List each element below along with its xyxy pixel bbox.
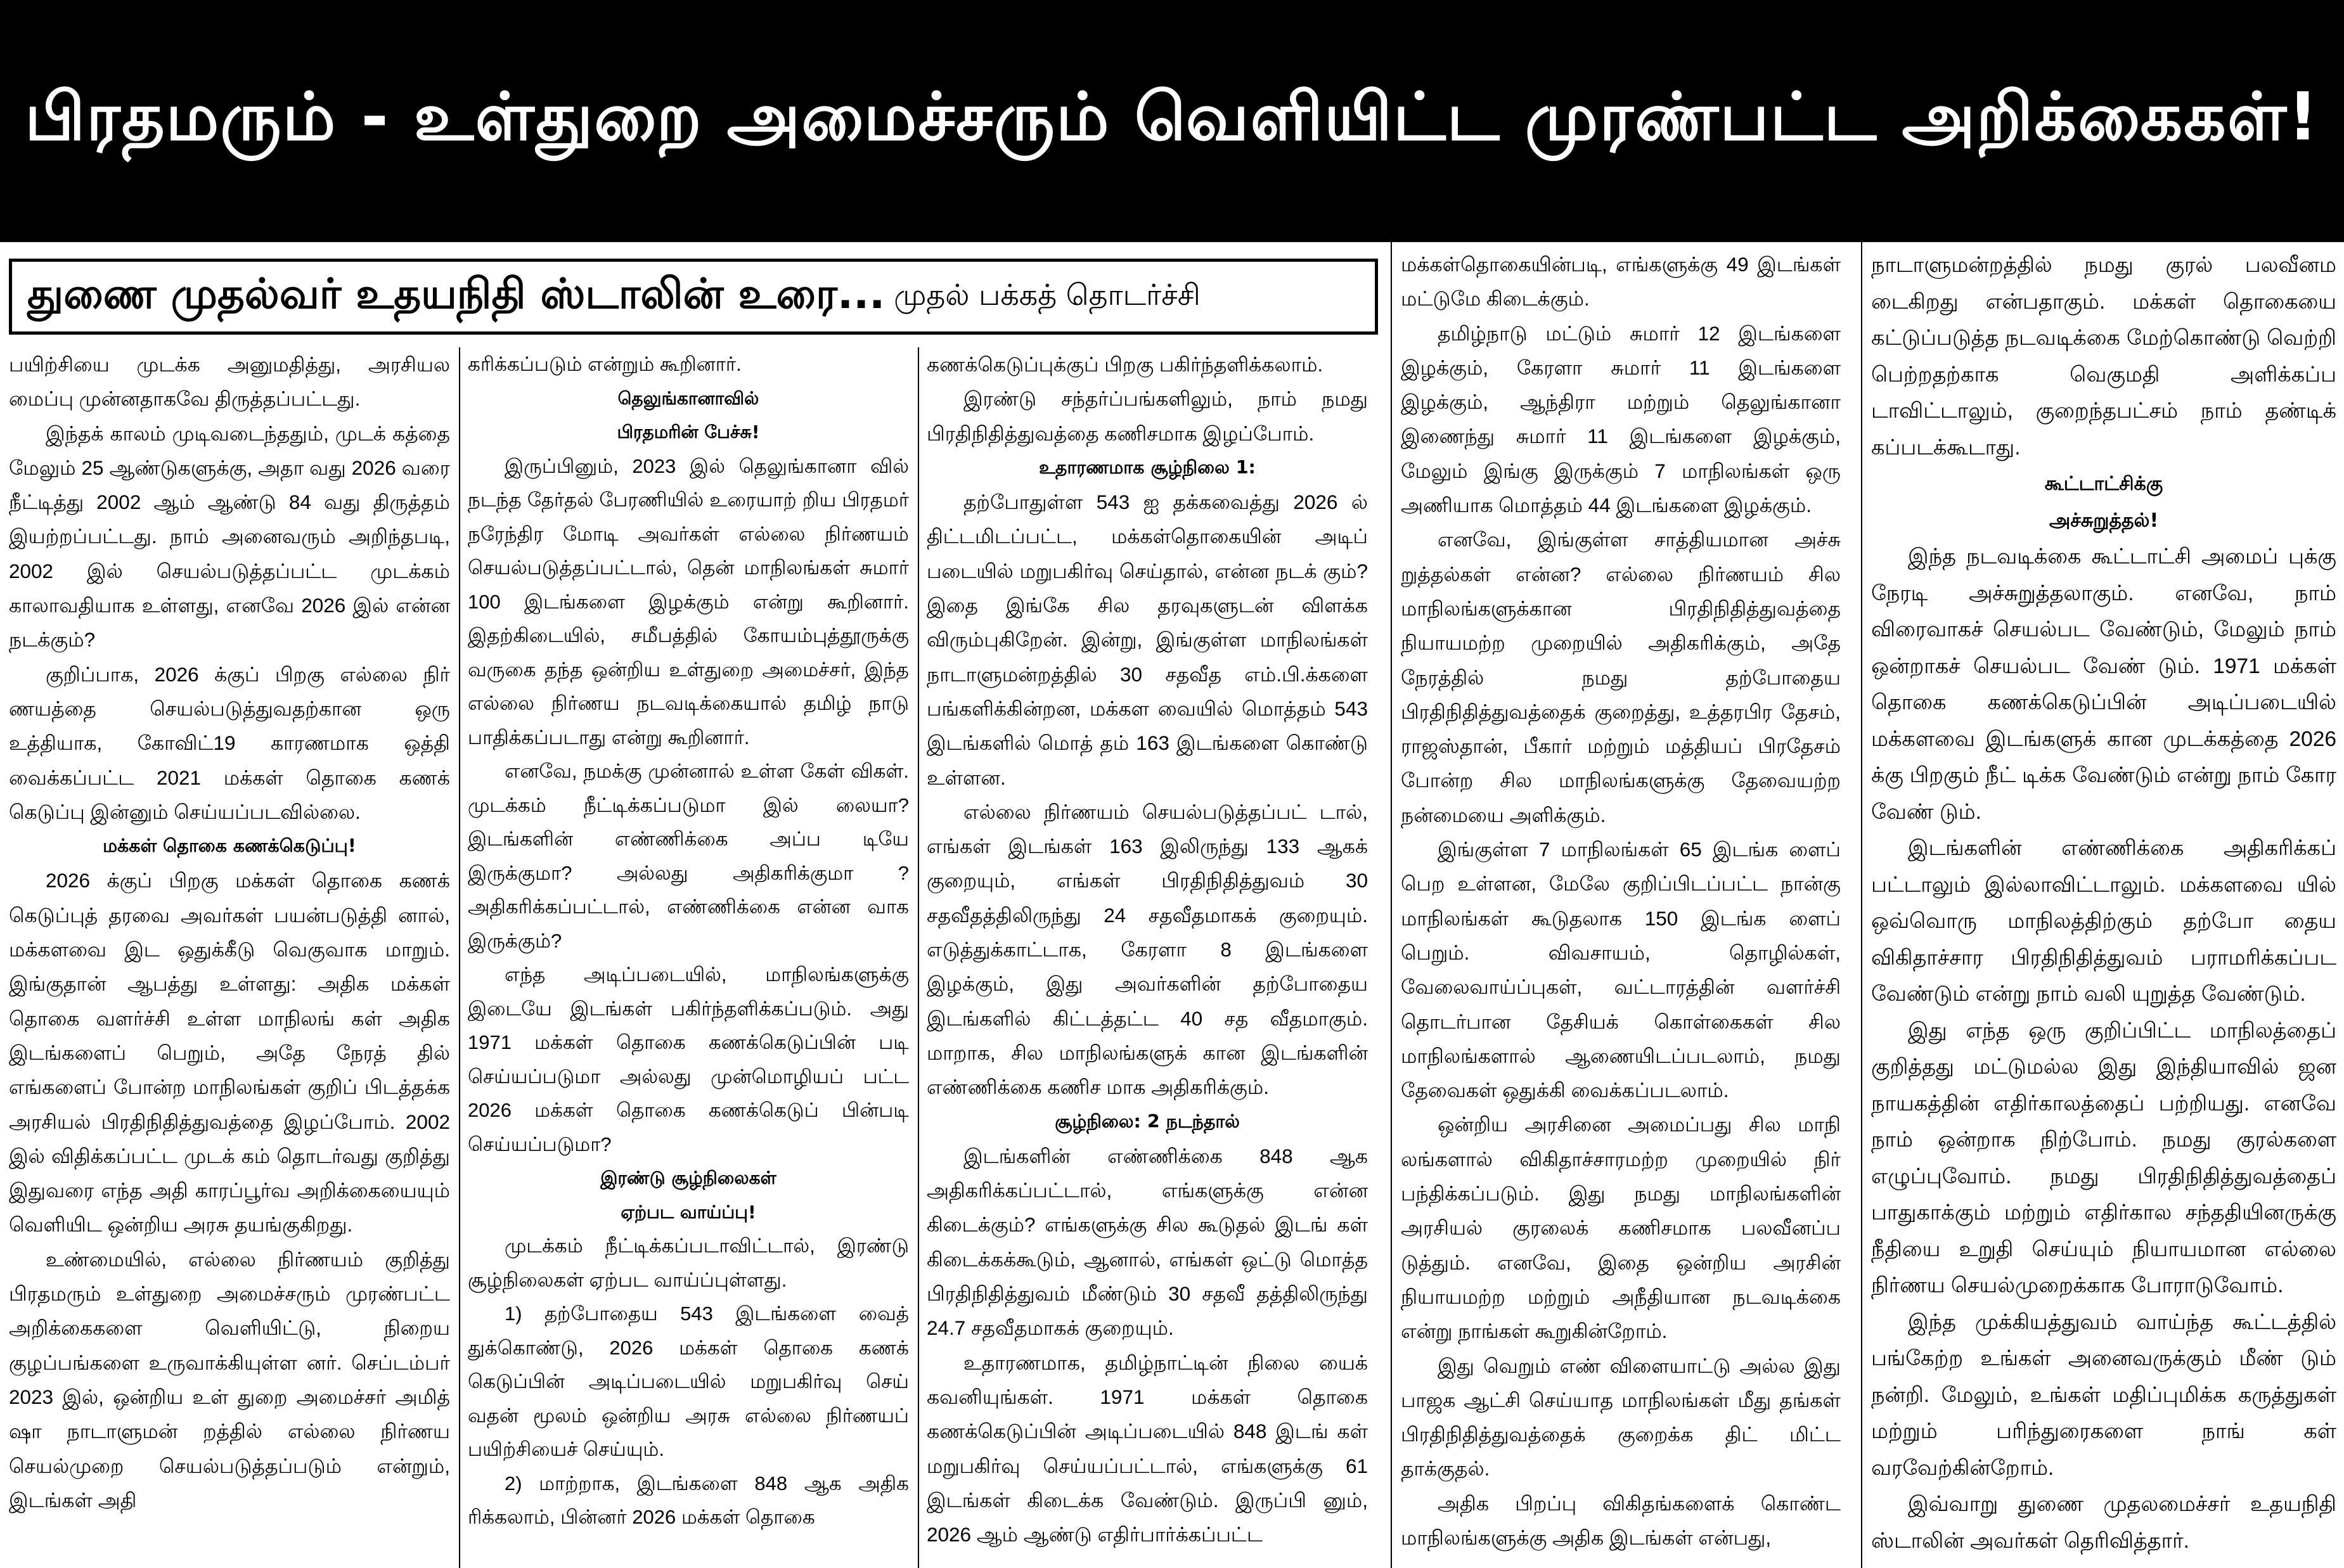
article-paragraph: தமிழ்நாடு மட்டும் சுமார் 12 இடங்களை இழக்கும், கேரளா சுமார் 11 இடங்களை இழக்கும், ஆந்திரா மற்றும் தெலுங்கானா இணைந்து சுமார் 11 இடங்களை இழக்கும், மேலும் இங்கு இருக்கும் 7 மாநிலங்கள் ஒரு அணியாக மொத்தம் 44 இடங்களை இழக்கும். (1401, 321, 1841, 517)
article-paragraph: குறிப்பாக, 2026 க்குப் பிறகு எல்லை நிர் ணயத்தை செயல்படுத்துவதற்கான ஒரு உத்தியாக, கோவிட்19 காரணமாக ஒத்தி வைக்கப்பட்ட 2021 மக்கள் தொகை கணக் கெடுப்பு இன்னும் செய்யப்படவில்லை. (9, 662, 450, 823)
section-subheading: தெலுங்கானாவில் (617, 387, 759, 409)
article-paragraph: இந்த முக்கியத்துவம் வாய்ந்த கூட்டத்தில் பங்கேற்ற உங்கள் அனைவருக்கும் மீண் டும் நன்றி. மேலும், உங்கள் மதிப்புமிக்க கருத்துகள் மற்றும் பரிந்துரைகளை நாங் கள் வரவேற்கின்றோம். (1871, 1310, 2336, 1480)
article-paragraph: இடங்களின் எண்ணிக்கை அதிகரிக்கப் பட்டாலும் இல்லாவிட்டாலும். மக்களவை யில் ஒவ்வொரு மாநிலத்திற்கும் தற்போ தைய விகிதாச்சார பிரதிநிதித்துவம் பராமரிக்கப்பட வேண்டும் என்று நாம் வலி யுறுத்த வேண்டும். (1871, 837, 2336, 1006)
article-paragraph: ஒன்றிய அரசினை அமைப்பது சில மாநி லங்களால் விகிதாச்சாரமற்ற முறையில் நிர் பந்திக்கப்படும். இது நமது மாநிலங்களின் அரசியல் குரலைக் கணிசமாக பலவீனப்ப டுத்தும். எனவே, இதை ஒன்றிய அரசின் நியாயமற்ற மற்றும் அநீதியான நடவடிக்கை என்று நாங்கள் கூறுகின்றோம். (1401, 1113, 1841, 1343)
article-column-5 (1871, 247, 2336, 1568)
section-subheading: பிரதமரின் பேச்சு! (617, 421, 760, 442)
section-subheading: மக்கள் தொகை கணக்கெடுப்பு! (103, 835, 356, 857)
section-subheading: சூழ்நிலை: 2 நடந்தால் (1055, 1110, 1240, 1132)
subhead-continuation: முதல் பக்கத் தொடர்ச்சி (894, 277, 1201, 312)
article-column-4 (1401, 247, 1841, 1568)
article-paragraph: அதிக பிறப்பு விகிதங்களைக் கொண்ட மாநிலங்களுக்கு அதிக இடங்கள் என்பது, (1401, 1491, 1841, 1549)
section-subheading: உதாரணமாக சூழ்நிலை 1: (1039, 456, 1256, 478)
article-paragraph: இந்தக் காலம் முடிவடைந்ததும், முடக் கத்தை மேலும் 25 ஆண்டுகளுக்கு, அதா வது 2026 வரை நீட்டித்து 2002 ஆம் ஆண்டு 84 வது திருத்தம் இயற்றப்பட்டது. நாம் அனைவரும் அறிந்தபடி, 2002 இல் செயல்படுத்தப்பட்ட முடக்கம் காலாவதியாக உள்ளது, எனவே 2026 இல் என்ன நடக்கும்? (9, 421, 450, 652)
headline-banner (0, 0, 2344, 242)
article-paragraph: கரிக்கப்படும் என்றும் கூறினார். (468, 353, 742, 375)
article-paragraph: இந்த நடவடிக்கை கூட்டாட்சி அமைப் புக்கு நேரடி அச்சுறுத்தலாகும். எனவே, நாம் விரைவாகச் செயல்பட வேண்டும், மேலும் நாம் ஒன்றாகச் செயல்பட வேண் டும். 1971 மக்கள் தொகை கணக்கெடுப்பின் அடிப்படையில் மக்களவை இடங்களுக் கான முடக்கத்தை 2026 க்கு பிறகும் நீட் டிக்க வேண்டும் என்று நாம் கோர வேண் டும். (1871, 545, 2336, 824)
article-paragraph: தற்போதுள்ள 543 ஐ தக்கவைத்து 2026 ல் திட்டமிடப்பட்ட, மக்கள்தொகையின் அடிப் படையில் மறுபகிர்வு செய்தால், என்ன நடக் கும்? இதை இங்கே சில தரவுகளுடன் விளக்க விரும்புகிறேன். இன்று, இங்குள்ள மாநிலங்கள் நாடாளுமன்றத்தில் 30 சதவீத எம்.பி.க்களை பங்களிக்கின்றன, மக்கள வையில் மொத்தம் 543 இடங்களில் மொத் தம் 163 இடங்களை கொண்டு உள்ளன. (927, 491, 1368, 789)
article-paragraph: இது எந்த ஒரு குறிப்பிட்ட மாநிலத்தைப் குறித்தது மட்டுமல்ல இது இந்தியாவில் ஜன நாயகத்தின் எதிர்காலத்தைப் பற்றியது. எனவே நாம் ஒன்றாக நிற்போம். நமது குரல்களை எழுப்புவோம். நமது பிரதிநிதித்துவத்தைப் பாதுகாக்கும் மற்றும் எதிர்கால சந்ததியினருக்கு நீதியை உறுதி செய்யும் நியாயமான எல்லை நிர்ணய செயல்முறைக்காக போராடுவோம். (1871, 1019, 2336, 1297)
article-paragraph: இருப்பினும், 2023 இல் தெலுங்கானா வில் நடந்த தேர்தல் பேரணியில் உரையாற் றிய பிரதமர் நரேந்திர மோடி அவர்கள் எல்லை நிர்ணயம் செயல்படுத்தப்பட்டால், தென் மாநிலங்கள் சுமார் 100 இடங்களை இழக்கும் என்று கூறினார். இதற்கிடையில், சமீபத்தில் கோயம்புத்தூருக்கு வருகை தந்த ஒன்றிய உள்துறை அமைச்சர், இந்த எல்லை நிர்ணய நடவடிக்கையால் தமிழ் நாடு பாதிக்கப்படாது என்று கூறினார். (468, 454, 909, 749)
section-subheading: அச்சுறுத்தல்! (2049, 509, 2159, 532)
article-paragraph: நாடாளுமன்றத்தில் நமது குரல் பலவீனம டைகிறது என்பதாகும். மக்கள் தொகையை கட்டுப்படுத்த நடவடிக்கை மேற்கொண்டு வெற்றி பெற்றதற்காக வெகுமதி அளிக்கப்ப டாவிட்டாலும், குறைந்தபட்சம் நாம் தண்டிக் கப்படக்கூடாது. (1871, 254, 2336, 459)
subhead-title: துணை முதல்வர் உதயநிதி ஸ்டாலின் உரை... (27, 269, 885, 318)
article-paragraph: இது வெறும் எண் விளையாட்டு அல்ல இது பாஜக ஆட்சி செய்யாத மாநிலங்கள் மீது தங்கள் பிரதிநிதித்துவத்தைக் குறைக்க திட் மிட்ட தாக்குதல். (1401, 1354, 1841, 1481)
column-divider (918, 347, 919, 1568)
article-paragraph: எல்லை நிர்ணயம் செயல்படுத்தப்பட் டால், எங்கள் இடங்கள் 163 இலிருந்து 133 ஆகக் குறையும், எங்கள் பிரதிநிதித்துவம் 30 சதவீதத்திலிருந்து 24 சதவீதமாகக் குறையும். எடுத்துக்காட்டாக, கேரளா 8 இடங்களை இழக்கும், இது அவர்களின் தற்போதைய இடங்களில் கிட்டத்தட்ட 40 சத வீதமாகும். மாறாக, சில மாநிலங்களுக் கான இடங்களின் எண்ணிக்கை கணிச மாக அதிகரிக்கும். (927, 800, 1368, 1099)
article-paragraph: மக்கள்தொகையின்படி, எங்களுக்கு 49 இடங்கள் மட்டுமே கிடைக்கும். (1401, 253, 1841, 311)
article-paragraph: 2026 க்குப் பிறகு மக்கள் தொகை கணக் கெடுப்புத் தரவை அவர்கள் பயன்படுத்தி னால், மக்களவை இட ஒதுக்கீடு வெகுவாக மாறும். இங்குதான் ஆபத்து உள்ளது: அதிக மக்கள் தொகை வளர்ச்சி உள்ள மாநிலங் கள் அதிக இடங்களைப் பெறும், அதே நேரத் தில் எங்களைப் போன்ற மாநிலங்கள் குறிப் பிடத்தக்க அரசியல் பிரதிநிதித்துவத்தை இழப்போம். 2002 இல் விதிக்கப்பட்ட முடக் கம் தொடர்வது குறித்து இதுவரை எந்த அதி காரப்பூர்வ அறிக்கையையும் வெளியிட ஒன்றிய அரசு தயங்குகிறது. (9, 869, 450, 1237)
section-subheading: இரண்டு சூழ்நிலைகள் (600, 1167, 776, 1188)
article-paragraph: கணக்கெடுப்புக்குப் பிறகு பகிர்ந்தளிக்கலாம். (927, 353, 1323, 376)
article-paragraph: பயிற்சியை முடக்க அனுமதித்து, அரசியல மைப்பு முன்னதாகவே திருத்தப்பட்டது. (9, 353, 450, 411)
article-paragraph: உண்மையில், எல்லை நிர்ணயம் குறித்து பிரதமரும் உள்துறை அமைச்சரும் முரண்பட்ட அறிக்கைகளை வெளியிட்டு, நிறைய குழப்பங்களை உருவாக்கியுள்ள னர். செப்டம்பர் 2023 இல், ஒன்றிய உள் துறை அமைச்சர் அமித் ஷா நாடாளுமன் றத்தில் எல்லை நிர்ணய செயல்முறை செயல்படுத்தப்படும் என்றும், இடங்கள் அதி (9, 1247, 450, 1512)
article-paragraph: எனவே, நமக்கு முன்னால் உள்ள கேள் விகள். முடக்கம் நீட்டிக்கப்படுமா இல் லையா? இடங்களின் எண்ணிக்கை அப்ப டியே இருக்குமா? அல்லது அதிகரிக்குமா ? அதிகரிக்கப்பட்டால், எண்ணிக்கை என்ன வாக இருக்கும்? (468, 760, 909, 952)
article-paragraph: முடக்கம் நீட்டிக்கப்படாவிட்டால், இரண்டு சூழ்நிலைகள் ஏற்பட வாய்ப்புள்ளது. (468, 1235, 909, 1291)
article-paragraph: உதாரணமாக, தமிழ்நாட்டின் நிலை யைக் கவனியுங்கள். 1971 மக்கள் தொகை கணக்கெடுப்பின் அடிப்படையில் 848 இடங் கள் மறுபகிர்வு செய்யப்பட்டால், எங்களுக்கு 61 இடங்கள் கிடைக்க வேண்டும். இருப்பி னும், 2026 ஆம் ஆண்டு எதிர்பார்க்கப்பட்ட (927, 1351, 1368, 1546)
article-paragraph: இரண்டு சந்தர்ப்பங்களிலும், நாம் நமது பிரதிநிதித்துவத்தை கணிசமாக இழப்போம். (927, 387, 1368, 445)
section-subheading: கூட்டாட்சிக்கு (2044, 473, 2163, 495)
article-paragraph: இவ்வாறு துணை முதலமைச்சர் உதயநிதி ஸ்டாலின் அவர்கள் தெரிவித்தார். (1871, 1493, 2336, 1553)
article-column-3 (927, 347, 1368, 1568)
article-paragraph: இடங்களின் எண்ணிக்கை 848 ஆக அதிகரிக்கப்பட்டால், எங்களுக்கு என்ன கிடைக்கும்? எங்களுக்கு சில கூடுதல் இடங் கள் கிடைக்கக்கூடும், ஆனால், எங்கள் ஒட்டு மொத்த பிரதிநிதித்துவம் மீண்டும் 30 சதவீ தத்திலிருந்து 24.7 சதவீதமாகக் குறையும். (927, 1144, 1368, 1340)
column-divider (1861, 242, 1862, 1568)
article-paragraph: எந்த அடிப்படையில், மாநிலங்களுக்கு இடையே இடங்கள் பகிர்ந்தளிக்கப்படும். அது 1971 மக்கள் தொகை கணக்கெடுப்பின் படி செய்யப்படுமா அல்லது முன்மொழியப் பட்ட 2026 மக்கள் தொகை கணக்கெடுப் பின்படி செய்யப்படுமா? (468, 963, 909, 1155)
article-paragraph: 2) மாற்றாக, இடங்களை 848 ஆக அதிக ரிக்கலாம், பின்னர் 2026 மக்கள் தொகை (468, 1472, 909, 1528)
subhead-box (9, 259, 1378, 335)
section-subheading: ஏற்பட வாய்ப்பு! (621, 1201, 756, 1223)
article-paragraph: 1) தற்போதைய 543 இடங்களை வைத் துக்கொண்டு, 2026 மக்கள் தொகை கணக் கெடுப்பின் அடிப்படையில் மறுபகிர்வு செய் வதன் மூலம் ஒன்றிய அரசு எல்லை நிர்ணயப் பயிற்சியைச் செய்யும். (468, 1302, 909, 1460)
article-paragraph: எனவே, இங்குள்ள சாத்தியமான அச்சு றுத்தல்கள் என்ன? எல்லை நிர்ணயம் சில மாநிலங்களுக்கான பிரதிநிதித்துவத்தை நியாயமற்ற முறையில் அதிகரிக்கும், அதே நேரத்தில் நமது தற்போதைய பிரதிநிதித்துவத்தைக் குறைத்து, உத்தரபிர தேசம், ராஜஸ்தான், பீகார் மற்றும் மத்தியப் பிரதேசம் போன்ற சில மாநிலங்களுக்கு தேவையற்ற நன்மையை அளிக்கும். (1401, 528, 1841, 826)
article-paragraph: இங்குள்ள 7 மாநிலங்கள் 65 இடங்க ளைப் பெற உள்ளன, மேலே குறிப்பிடப்பட்ட நான்கு மாநிலங்கள் கூடுதலாக 150 இடங்க ளைப் பெறும். விவசாயம், தொழில்கள், வேலைவாய்ப்புகள், வட்டாரத்தின் வளர்ச்சி தொடர்பான தேசியக் கொள்கைகள் சில மாநிலங்களால் ஆணையிடப்படலாம், நமது தேவைகள் ஒதுக்கி வைக்கப்படலாம். (1401, 838, 1841, 1102)
headline: பிரதமரும் - உள்துறை அமைச்சரும் வெளியிட்ட முரண்பட்ட அறிக்கைகள்! (25, 78, 2319, 155)
article-column-2 (468, 347, 909, 1568)
article-column-1 (9, 347, 450, 1568)
column-divider (459, 347, 460, 1568)
column-divider (1391, 242, 1392, 1568)
